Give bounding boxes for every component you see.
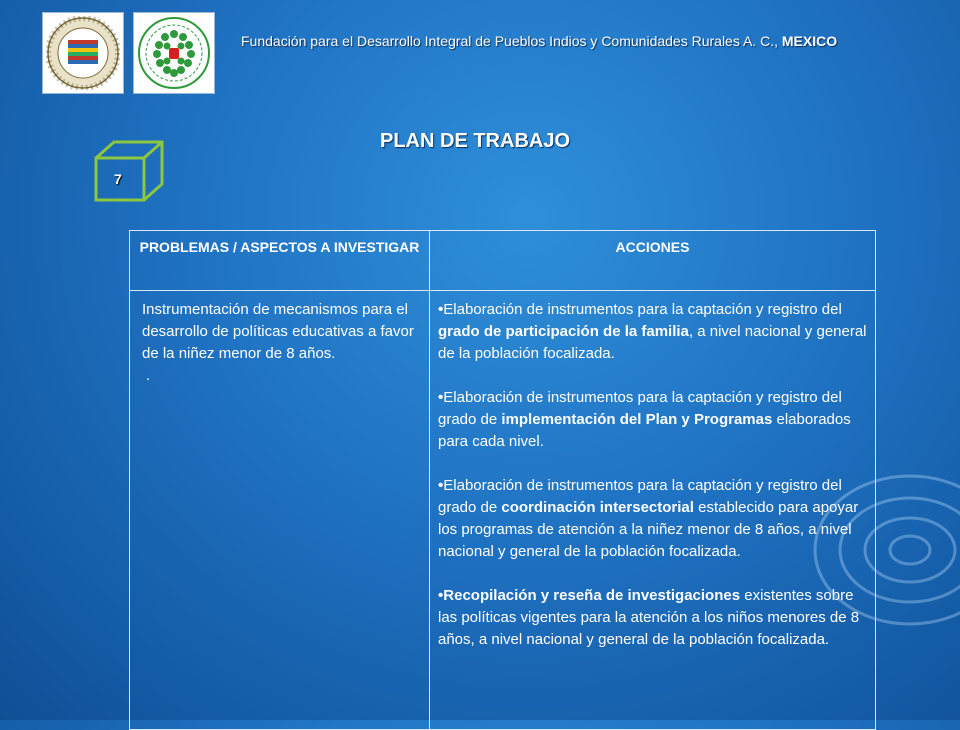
cube-icon bbox=[94, 140, 166, 202]
action-text-end: existentes sobre las políticas vigentes para la atención a los niños menores de 8 años, a nivel nacional y general de la población focalizada. bbox=[438, 587, 860, 648]
problems-column-header: PROBLEMAS / ASPECTOS A INVESTIGAR bbox=[130, 231, 430, 291]
action-text-end: establecido para apoyar los programas de atención a la niñez menor de 8 años, a nivel nacional y general de la población focalizada. bbox=[438, 499, 859, 560]
foundation-logo bbox=[133, 12, 215, 94]
action-emphasis: Recopilación y reseña de investigaciones bbox=[443, 587, 741, 604]
problem-trailing-dot: . bbox=[146, 367, 151, 384]
actions-column-header: ACCIONES bbox=[430, 231, 876, 291]
oas-seal-logo bbox=[42, 12, 124, 94]
list-item bbox=[438, 475, 869, 563]
problem-cell bbox=[130, 291, 430, 730]
action-text: Elaboración de instrumentos para la captación y registro del grado de bbox=[438, 477, 842, 516]
country-label: MEXICO bbox=[781, 33, 838, 49]
bullet-icon: • bbox=[438, 301, 444, 318]
action-emphasis: coordinación intersectorial bbox=[501, 499, 694, 516]
foundation-header bbox=[241, 33, 837, 49]
table-row bbox=[130, 291, 876, 730]
action-text-end: , a nivel nacional y general de la población focalizada. bbox=[438, 323, 867, 362]
page-title: PLAN DE TRABAJO bbox=[380, 130, 571, 152]
action-text: Elaboración de instrumentos para la captación y registro del grado de bbox=[438, 389, 842, 428]
action-emphasis: implementación del Plan y Programas bbox=[501, 411, 773, 428]
foundation-emblem-icon bbox=[137, 16, 211, 90]
actions-cell bbox=[430, 291, 876, 730]
bullet-icon: • bbox=[438, 389, 444, 406]
bullet-icon: • bbox=[438, 587, 444, 604]
slide-number: 7 bbox=[114, 171, 122, 187]
list-item bbox=[438, 387, 869, 453]
action-text: Elaboración de instrumentos para la captación y registro del bbox=[443, 301, 842, 318]
list-item bbox=[438, 299, 869, 365]
bullet-icon: • bbox=[438, 477, 444, 494]
work-plan-table bbox=[129, 230, 876, 730]
action-text-end: elaborados para cada nivel. bbox=[438, 411, 851, 450]
action-emphasis: grado de participación de la familia bbox=[438, 323, 689, 340]
problem-text: Instrumentación de mecanismos para el desarrollo de políticas educativas a favor de la niñez menor de 8 años. bbox=[142, 301, 414, 362]
foundation-name: Fundación para el Desarrollo Integral de Pueblos Indios y Comunidades Rurales A. C., bbox=[241, 33, 778, 49]
oas-seal-icon bbox=[46, 16, 120, 90]
list-item bbox=[438, 585, 869, 651]
table-header-row bbox=[130, 231, 876, 291]
